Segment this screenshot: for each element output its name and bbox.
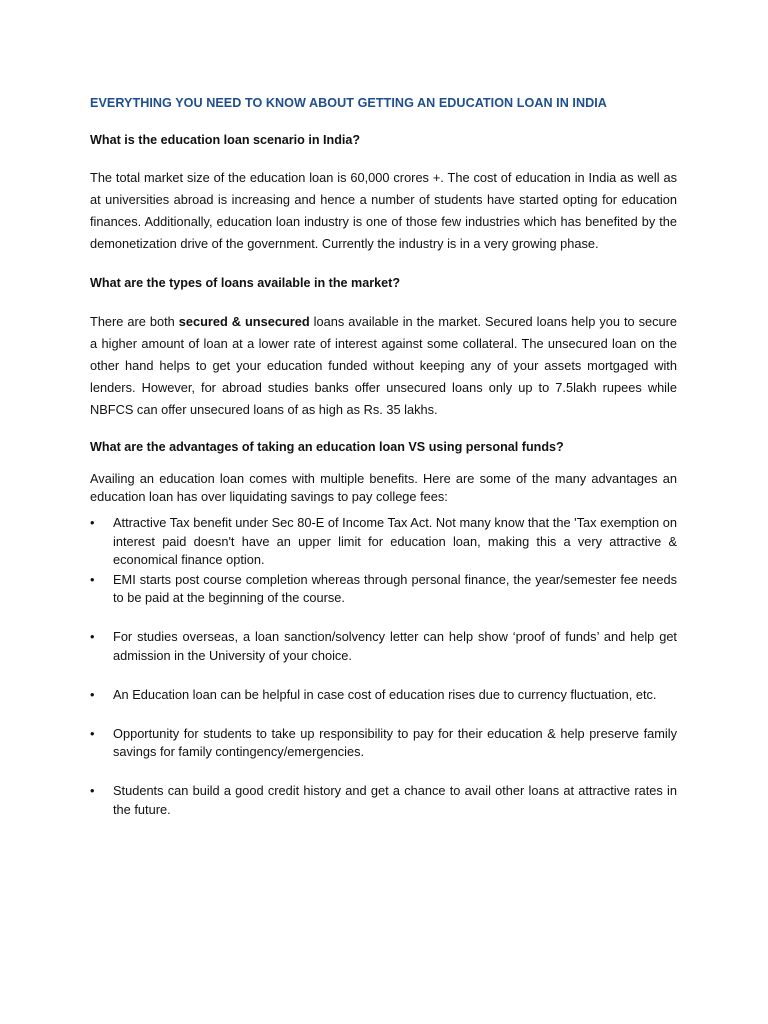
list-item: [90, 571, 677, 607]
paragraph-advantages-intro: Availing an education loan comes with multiple benefits. Here are some of the many advantages an education loan has over liquidating savings to pay college fees:: [90, 471, 677, 505]
document-body: [90, 94, 677, 819]
list-item-text: For studies overseas, a loan sanction/solvency letter can help show ‘proof of funds’ and help get admission in the University of your choice.: [113, 629, 677, 663]
list-item-text: EMI starts post course completion whereas through personal finance, the year/semester fee needs to be paid at the beginning of the course.: [113, 572, 677, 606]
list-item: [90, 725, 677, 761]
list-item: [90, 514, 677, 569]
list-item: [90, 782, 677, 818]
advantages-list: [90, 514, 677, 818]
paragraph-loan-types-bold: secured & unsecured: [178, 314, 310, 329]
bullet-icon: •: [90, 629, 95, 645]
list-item: [90, 628, 677, 664]
bullet-icon: •: [90, 783, 95, 799]
section-heading-advantages: What are the advantages of taking an education loan VS using personal funds?: [90, 440, 564, 454]
list-item-text: Opportunity for students to take up responsibility to pay for their education & help preserve family savings for family contingency/emergencies.: [113, 726, 677, 760]
document-title: EVERYTHING YOU NEED TO KNOW ABOUT GETTING AN EDUCATION LOAN IN INDIA: [90, 96, 607, 110]
section-heading-loan-types: What are the types of loans available in the market?: [90, 276, 401, 290]
paragraph-loan-types-start: There are both: [90, 314, 179, 329]
list-item: [90, 686, 677, 704]
list-item-text: An Education loan can be helpful in case cost of education rises due to currency fluctuation, etc.: [113, 686, 657, 702]
list-item-text: Students can build a good credit history and get a chance to avail other loans at attractive rates in the future.: [113, 783, 677, 817]
paragraph-loan-types: [90, 311, 677, 421]
paragraph-loan-types-rest: loans available in the market. Secured loans help you to secure a higher amount of loan at a lower rate of interest against some collateral. The unsecured loan on the other hand helps to get your education funded without keeping any of your assets mortgaged with lenders. However, for abroad studies banks offer unsecured loans only up to 7.5lakh rupees while NBFCS can offer unsecured loans of as high as Rs. 35 lakhs.: [90, 314, 677, 417]
paragraph-scenario: The total market size of the education loan is 60,000 crores +. The cost of education in India as well as at universities abroad is increasing and hence a number of students have started opting for education finances. Additionally, education loan industry is one of those few industries which has benefited by the demonetization drive of the government. Currently the industry is in a very growing phase.: [90, 170, 677, 251]
list-item-text: Attractive Tax benefit under Sec 80-E of Income Tax Act. Not many know that the 'Tax exemption on interest paid doesn't have an upper limit for education loan, making this a very attractive & economical finance option.: [113, 515, 677, 567]
bullet-icon: •: [90, 572, 95, 588]
bullet-icon: •: [90, 686, 95, 702]
bullet-icon: •: [90, 726, 95, 742]
section-heading-scenario: What is the education loan scenario in India?: [90, 133, 361, 147]
bullet-icon: •: [90, 515, 95, 531]
